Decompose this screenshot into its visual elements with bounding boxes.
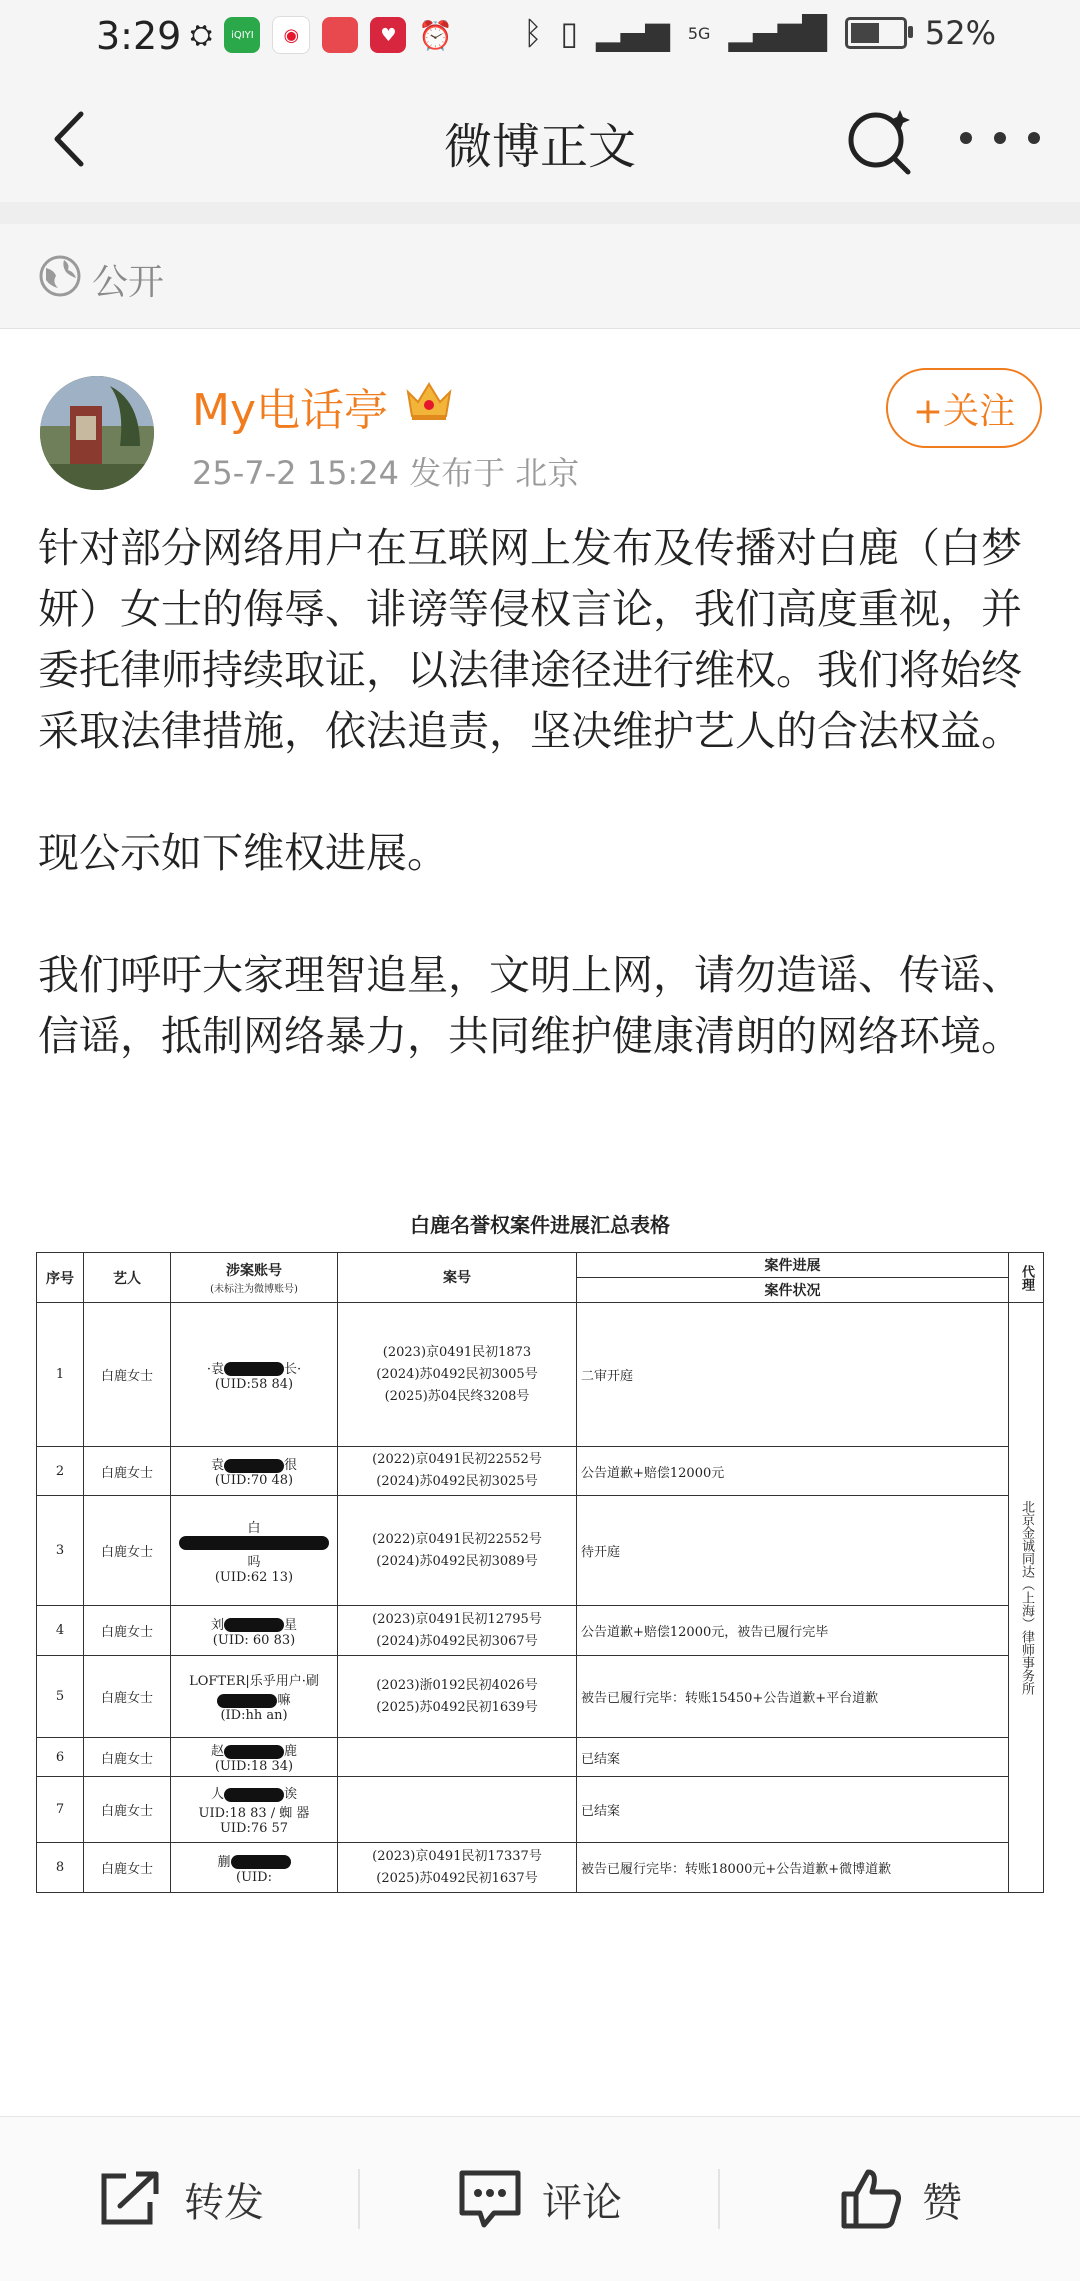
more-button[interactable] bbox=[960, 118, 1040, 158]
redaction-mark bbox=[224, 1618, 284, 1632]
cell-index-text: 6 bbox=[55, 1749, 65, 1765]
iqiyi-icon: iQIYI bbox=[224, 17, 260, 53]
cell-status-text: 被告已履行完毕：转账15450+公告道歉+平台道歉 bbox=[581, 1691, 879, 1706]
table-row bbox=[37, 1496, 1044, 1606]
comment-label: 评论 bbox=[542, 2179, 622, 2226]
case-number: (2023)京0491民初12795号 bbox=[372, 1611, 542, 1627]
vibrate-icon: ▯ bbox=[560, 14, 579, 52]
search-icon bbox=[840, 102, 920, 182]
cell-case-no bbox=[338, 1447, 577, 1496]
account-suffix: 星 bbox=[284, 1617, 298, 1633]
cell-case-no bbox=[338, 1843, 577, 1893]
table-row bbox=[37, 1447, 1044, 1496]
cell-account bbox=[171, 1656, 338, 1738]
post-meta: 25-7-2 15:24 发布于 北京 bbox=[192, 454, 580, 492]
cell-artist-text: 白鹿女士 bbox=[100, 1691, 153, 1706]
table-row bbox=[37, 1303, 1044, 1447]
cell-artist-text: 白鹿女士 bbox=[100, 1862, 153, 1877]
account-uid: (UID:62 13) bbox=[214, 1569, 294, 1585]
cell-index bbox=[37, 1777, 84, 1843]
cell-artist-text: 白鹿女士 bbox=[100, 1804, 153, 1819]
action-divider bbox=[358, 2169, 360, 2229]
table-row bbox=[37, 1606, 1044, 1656]
cell-status bbox=[577, 1303, 1009, 1447]
header-account bbox=[171, 1253, 338, 1303]
case-number: (2023)京0491民初17337号 bbox=[372, 1848, 542, 1864]
cell-index-text: 2 bbox=[55, 1463, 65, 1479]
cell-status-text: 已结案 bbox=[581, 1751, 621, 1767]
crown-badge-icon bbox=[404, 378, 454, 422]
cell-case-no bbox=[338, 1303, 577, 1447]
cell-index-text: 8 bbox=[55, 1860, 65, 1875]
cell-status bbox=[577, 1447, 1009, 1496]
post-paragraph: 针对部分网络用户在互联网上发布及传播对白鹿（白梦妍）女士的侮辱、诽谤等侵权言论，我们高度重视，并委托律师持续取证，以法律途径进行维权。我们将始终采取法律措施，依法追责，坚决维护艺人的合法权益。 bbox=[38, 524, 1022, 755]
bluetooth-icon: ᛒ bbox=[523, 14, 543, 52]
cell-index-text: 3 bbox=[55, 1543, 65, 1558]
case-number: (2025)苏0492民初1639号 bbox=[376, 1699, 538, 1715]
status-time: 3:29 bbox=[96, 14, 182, 58]
case-number: (2023)京0491民初1873 bbox=[382, 1344, 532, 1360]
cell-artist bbox=[84, 1777, 171, 1843]
avatar-image bbox=[40, 376, 154, 490]
account-prefix: LOFTER|乐乎用户·刷 bbox=[189, 1674, 319, 1689]
cell-artist bbox=[84, 1447, 171, 1496]
header-progress: 案件进展 bbox=[577, 1253, 1009, 1278]
cell-status-text: 已结案 bbox=[581, 1804, 621, 1819]
more-dot-icon bbox=[1028, 132, 1040, 144]
case-number: (2024)苏0492民初3067号 bbox=[376, 1633, 538, 1649]
header-account-label: 涉案账号 bbox=[226, 1263, 282, 1279]
redaction-mark bbox=[224, 1459, 284, 1473]
cell-case-no bbox=[338, 1496, 577, 1606]
case-number: (2024)苏0492民初3005号 bbox=[376, 1366, 538, 1382]
redaction-mark bbox=[224, 1745, 284, 1759]
repost-button[interactable] bbox=[96, 2117, 264, 2281]
cell-status-text: 待开庭 bbox=[581, 1545, 621, 1560]
action-divider bbox=[718, 2169, 720, 2229]
case-table bbox=[36, 1252, 1044, 1893]
cell-status bbox=[577, 1777, 1009, 1843]
cell-artist bbox=[84, 1656, 171, 1738]
account-uid: (ID:hh an) bbox=[220, 1708, 288, 1723]
page-title: 微博正文 bbox=[443, 119, 636, 175]
account-prefix: 赵 bbox=[210, 1744, 224, 1759]
alarm-icon: ⏰ bbox=[418, 18, 454, 52]
cell-index-text: 4 bbox=[55, 1623, 65, 1638]
account-uid: UID:18 83 / 蜘 器 UID:76 57 bbox=[198, 1806, 310, 1836]
cell-status-text: 公告道歉+赔偿12000元，被告已履行完毕 bbox=[581, 1625, 829, 1640]
cell-artist bbox=[84, 1606, 171, 1656]
redaction-mark bbox=[224, 1788, 284, 1802]
author-row bbox=[0, 330, 1080, 500]
search-button[interactable] bbox=[840, 102, 920, 182]
navigation-bar bbox=[0, 78, 1080, 202]
cell-status bbox=[577, 1656, 1009, 1738]
cell-status bbox=[577, 1496, 1009, 1606]
comment-icon bbox=[456, 2167, 524, 2231]
document-title: 白鹿名誉权案件进展汇总表格 bbox=[410, 1212, 670, 1237]
more-dot-icon bbox=[960, 132, 972, 144]
cell-account bbox=[171, 1777, 338, 1843]
cell-artist-text: 白鹿女士 bbox=[100, 1751, 153, 1767]
cell-index bbox=[37, 1303, 84, 1447]
cell-account bbox=[171, 1606, 338, 1656]
signal-icon-2: ▂▄▆█ bbox=[728, 14, 827, 52]
case-number: (2024)苏0492民初3025号 bbox=[376, 1474, 538, 1489]
redaction-mark bbox=[224, 1362, 284, 1376]
battery-icon bbox=[845, 17, 907, 49]
case-number: (2024)苏0492民初3089号 bbox=[376, 1553, 538, 1569]
table-row bbox=[37, 1777, 1044, 1843]
cell-artist bbox=[84, 1843, 171, 1893]
comment-button[interactable] bbox=[456, 2117, 622, 2281]
account-prefix: ·袁 bbox=[206, 1361, 224, 1377]
section-divider bbox=[0, 202, 1080, 224]
post-paragraph: 我们呼吁大家理智追星，文明上网，请勿造谣、传谣、信谣，抵制网络暴力，共同维护健康清朗的网络环境。 bbox=[38, 951, 1022, 1060]
case-number: (2025)苏0492民初1637号 bbox=[376, 1870, 538, 1886]
account-uid: (UID:18 34) bbox=[214, 1759, 294, 1774]
account-suffix: 很 bbox=[284, 1458, 298, 1473]
case-number: (2022)京0491民初22552号 bbox=[372, 1531, 542, 1547]
attached-image[interactable] bbox=[36, 1198, 1044, 2116]
cell-case-no bbox=[338, 1738, 577, 1777]
cell-status bbox=[577, 1606, 1009, 1656]
author-name[interactable]: My电话亭 bbox=[192, 385, 389, 436]
cell-account bbox=[171, 1738, 338, 1777]
thumbs-up-icon bbox=[838, 2166, 904, 2232]
cell-artist bbox=[84, 1738, 171, 1777]
account-uid: (UID:70 48) bbox=[214, 1473, 294, 1488]
battery-percent: 52% bbox=[924, 14, 996, 52]
account-prefix: 人 bbox=[210, 1787, 224, 1802]
cell-index bbox=[37, 1738, 84, 1777]
cell-account bbox=[171, 1496, 338, 1606]
cell-account bbox=[171, 1447, 338, 1496]
header-artist: 艺人 bbox=[84, 1253, 171, 1303]
cell-case-no bbox=[338, 1777, 577, 1843]
follow-button[interactable]: +关注 bbox=[886, 368, 1042, 448]
case-number: (2022)京0491民初22552号 bbox=[372, 1452, 542, 1467]
account-prefix: 蒯 bbox=[217, 1854, 231, 1870]
like-button[interactable] bbox=[838, 2117, 962, 2281]
account-suffix: 长· bbox=[284, 1361, 302, 1377]
cell-status bbox=[577, 1738, 1009, 1777]
table-row bbox=[37, 1656, 1044, 1738]
case-number: (2025)苏04民终3208号 bbox=[384, 1388, 530, 1404]
notification-icons bbox=[190, 16, 453, 54]
cell-artist bbox=[84, 1303, 171, 1447]
cell-account bbox=[171, 1303, 338, 1447]
cell-account bbox=[171, 1843, 338, 1893]
redaction-mark bbox=[217, 1694, 277, 1708]
incognito-icon: ⛭ bbox=[190, 18, 213, 51]
repost-label: 转发 bbox=[184, 2179, 264, 2226]
header-index: 序号 bbox=[37, 1253, 84, 1303]
more-dot-icon bbox=[994, 132, 1006, 144]
cell-case-no bbox=[338, 1606, 577, 1656]
account-suffix: 嘛 bbox=[277, 1693, 291, 1708]
account-prefix: 白 bbox=[247, 1520, 261, 1536]
post-content bbox=[38, 518, 1048, 1067]
cell-index-text: 5 bbox=[55, 1689, 65, 1704]
cell-index bbox=[37, 1447, 84, 1496]
cell-status-text: 二审开庭 bbox=[581, 1369, 634, 1384]
cell-artist-text: 白鹿女士 bbox=[100, 1369, 153, 1384]
account-prefix: 刘 bbox=[210, 1617, 224, 1633]
weibo-icon: ◉ bbox=[272, 16, 310, 54]
repost-icon bbox=[96, 2168, 166, 2230]
cell-artist bbox=[84, 1496, 171, 1606]
cell-index-text: 1 bbox=[55, 1367, 65, 1382]
status-bar bbox=[0, 0, 1080, 78]
cell-artist-text: 白鹿女士 bbox=[100, 1465, 153, 1481]
cell-agent bbox=[1009, 1303, 1044, 1893]
avatar[interactable] bbox=[40, 376, 154, 490]
header-account-sub: (未标注为微博账号) bbox=[210, 1284, 298, 1295]
globe-icon bbox=[38, 254, 82, 298]
account-suffix: 吗 bbox=[247, 1554, 261, 1570]
visibility-row bbox=[0, 224, 1080, 329]
cell-index-text: 7 bbox=[55, 1802, 65, 1817]
account-uid: (UID:58 84) bbox=[214, 1376, 294, 1392]
header-case-no: 案号 bbox=[338, 1253, 577, 1303]
redaction-mark bbox=[179, 1536, 329, 1550]
account-suffix: 诶 bbox=[284, 1787, 298, 1802]
account-uid: (UID: bbox=[236, 1869, 272, 1885]
cell-agent-text: 北京金诚同达（上海）律师事务所 bbox=[1019, 1500, 1034, 1695]
like-label: 赞 bbox=[922, 2179, 962, 2226]
table-row bbox=[37, 1738, 1044, 1777]
cell-case-no bbox=[338, 1656, 577, 1738]
header-agent: 代理 bbox=[1009, 1253, 1044, 1303]
cell-index bbox=[37, 1843, 84, 1893]
header-progress-sub: 案件状况 bbox=[577, 1278, 1009, 1303]
cell-index bbox=[37, 1656, 84, 1738]
gift-icon: ♥ bbox=[370, 17, 406, 53]
post-paragraph: 现公示如下维权进展。 bbox=[38, 829, 448, 877]
case-table-body bbox=[37, 1303, 1044, 1893]
cell-artist-text: 白鹿女士 bbox=[100, 1545, 153, 1560]
cell-status bbox=[577, 1843, 1009, 1893]
cell-artist-text: 白鹿女士 bbox=[100, 1625, 153, 1640]
redaction-mark bbox=[231, 1855, 291, 1869]
account-uid: (UID: 60 83) bbox=[212, 1632, 296, 1648]
account-prefix: 袁 bbox=[210, 1458, 224, 1473]
account-suffix: 鹿 bbox=[284, 1744, 298, 1759]
cell-index bbox=[37, 1496, 84, 1606]
visibility-label: 公开 bbox=[92, 262, 165, 303]
bottom-action-bar bbox=[0, 2116, 1080, 2281]
network-type-label: 5G bbox=[687, 23, 711, 43]
system-icons bbox=[523, 14, 996, 52]
cell-status-text: 被告已履行完毕：转账18000元+公告道歉+微博道歉 bbox=[581, 1862, 892, 1877]
huawei-mall-icon bbox=[322, 17, 358, 53]
signal-icon: ▂▄▆ bbox=[596, 14, 670, 52]
cell-status-text: 公告道歉+赔偿12000元 bbox=[581, 1465, 725, 1481]
case-number: (2023)浙0192民初4026号 bbox=[376, 1677, 538, 1693]
cell-index bbox=[37, 1606, 84, 1656]
table-row bbox=[37, 1843, 1044, 1893]
